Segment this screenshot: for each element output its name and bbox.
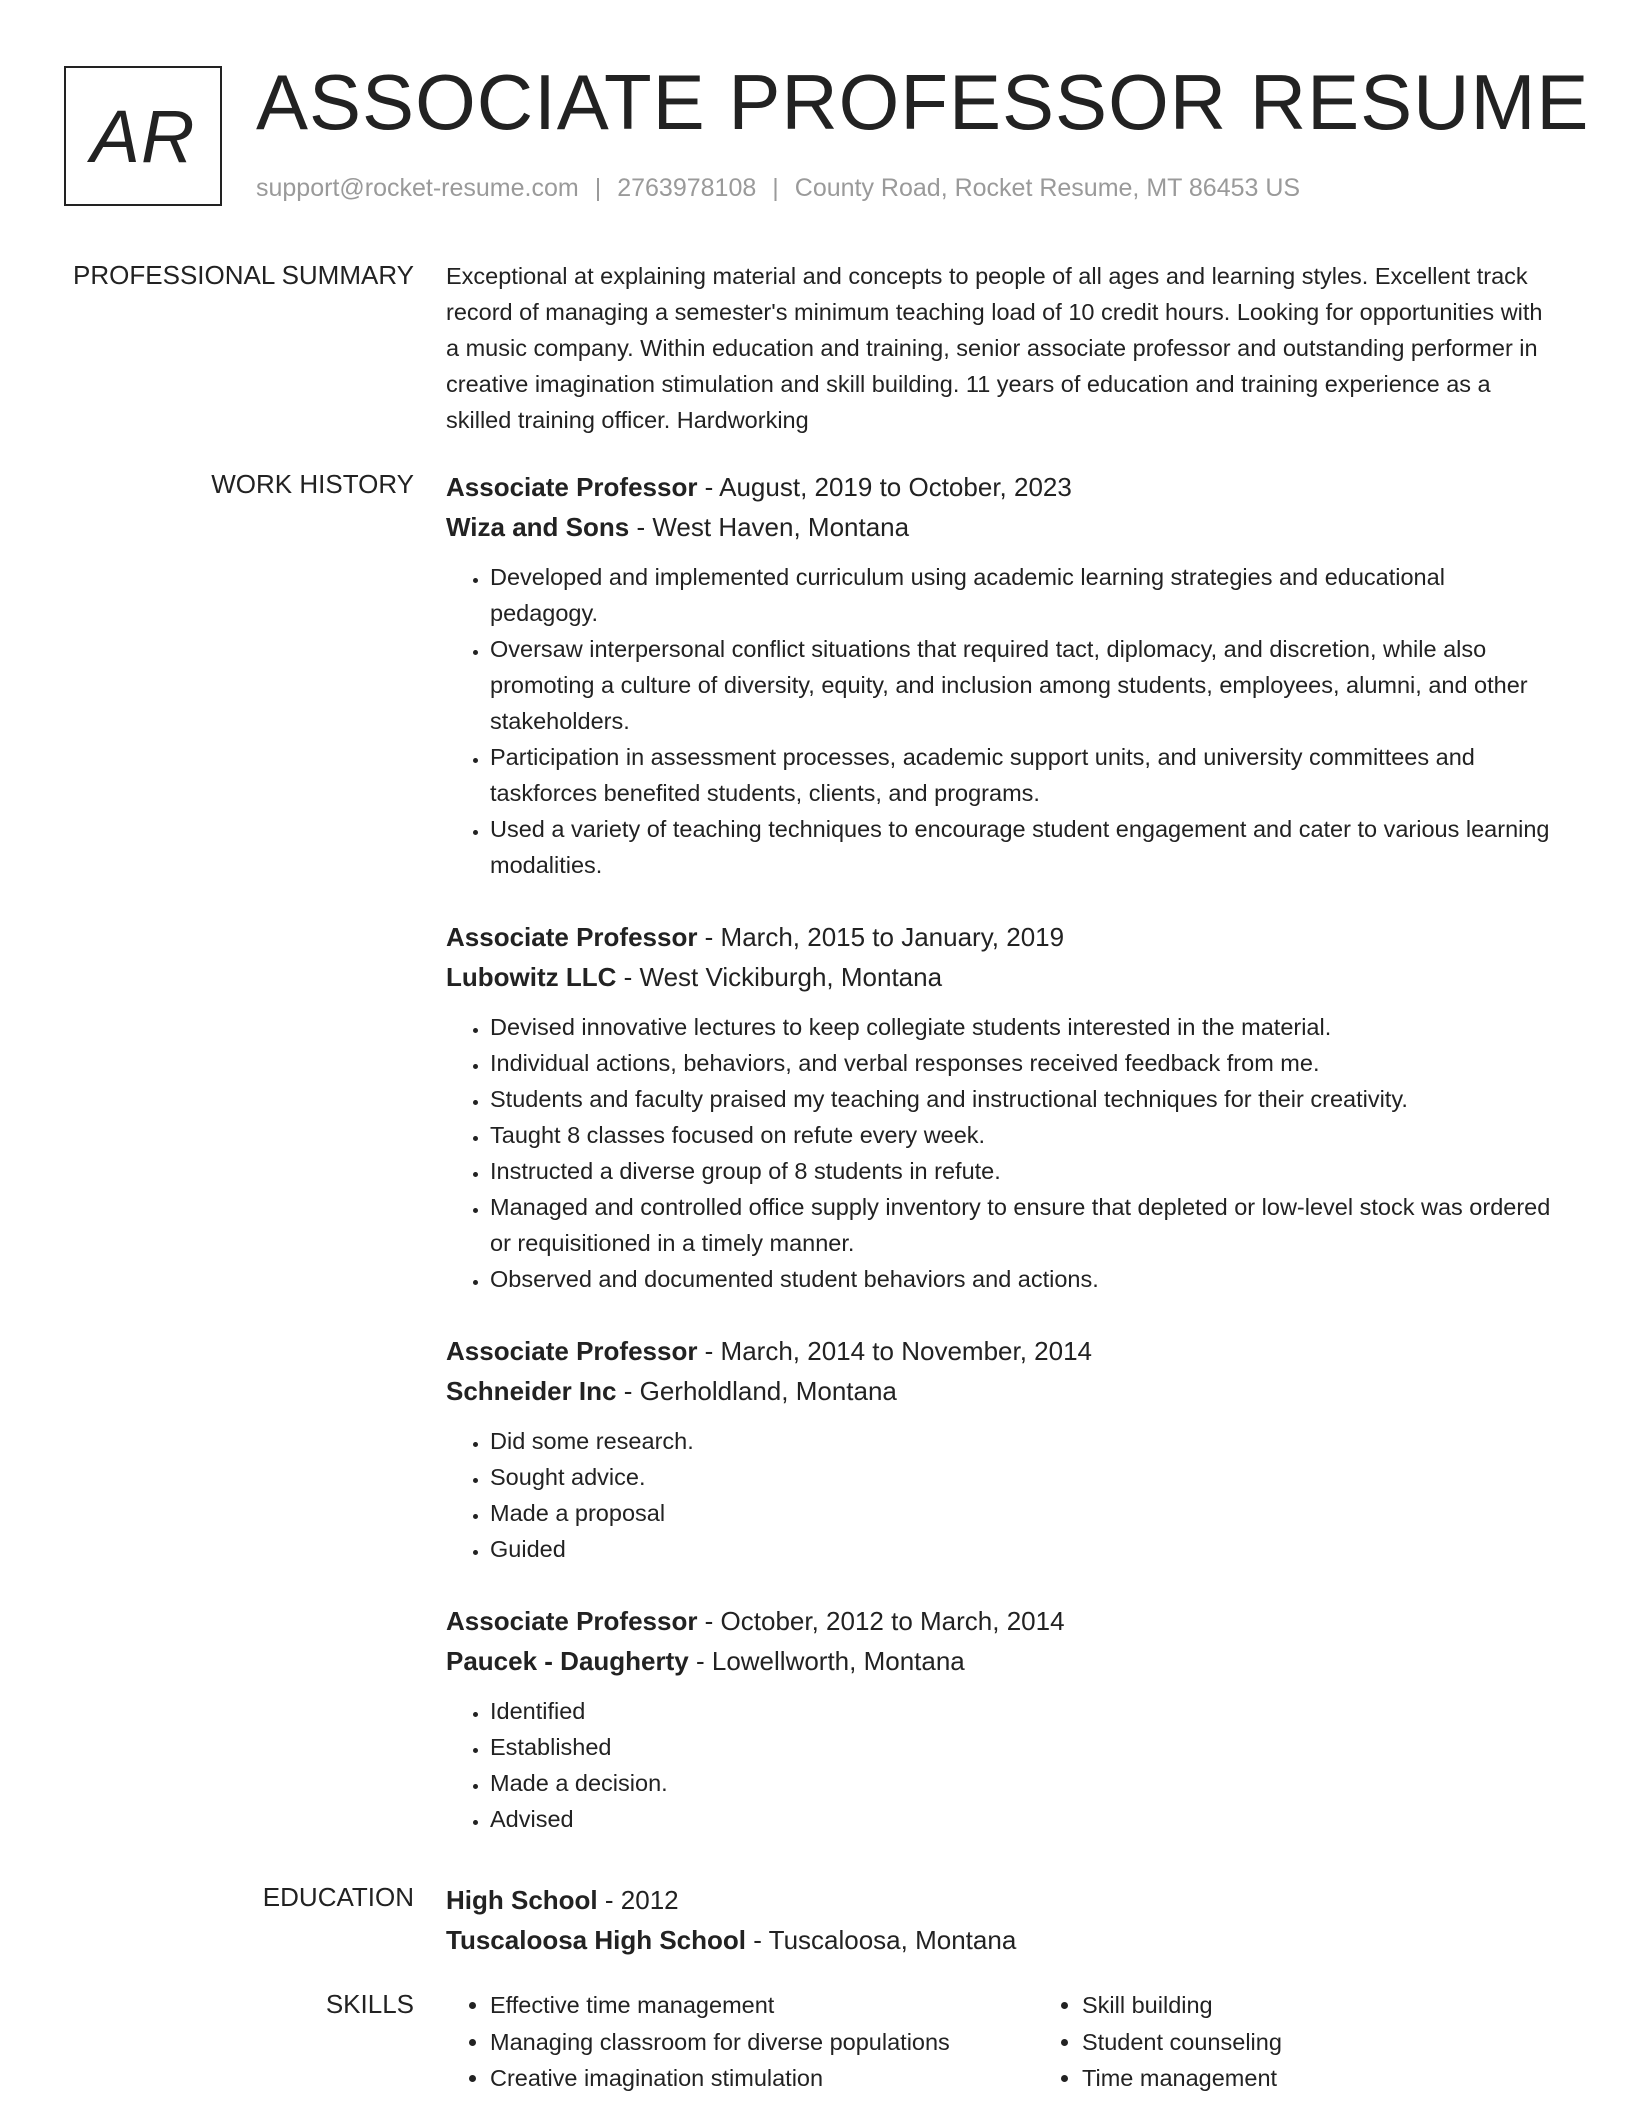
job-bullets [446,559,1556,883]
skills-body [446,1987,1556,2097]
skill-item: • Effective time management [490,1987,1038,2024]
skill-item: • Time management [1082,2060,1282,2097]
education-body [446,1880,1556,1960]
job-bullet: • Advised [490,1801,1556,1837]
section-label-skills: SKILLS [325,1989,414,2019]
work-history-list [446,467,1556,1871]
education-school-line [446,1920,1556,1960]
job-title-line [446,1601,1556,1641]
job-title: Associate Professor [446,472,698,502]
skills-column-1 [446,1987,1038,2097]
education-degree: High School [446,1885,598,1915]
job-bullet: • Individual actions, behaviors, and verbal responses received feedback from me. [490,1045,1556,1081]
job-company-line [446,957,1556,997]
job-entry [446,1601,1556,1837]
contact-line [256,174,1300,203]
job-title-line [446,917,1556,957]
job-location: - West Vickiburgh, Montana [616,962,943,992]
job-company: Wiza and Sons [446,512,630,542]
summary-body [446,258,1556,438]
job-dates: - March, 2015 to January, 2019 [697,922,1065,952]
job-company: Paucek - Daugherty [446,1646,689,1676]
job-bullet: • Did some research. [490,1423,1556,1459]
job-bullet: • Made a proposal [490,1495,1556,1531]
section-label-summary: PROFESSIONAL SUMMARY [73,260,414,290]
summary-text: Exceptional at explaining material and concepts to people of all ages and learning styles. Excellent track record of managing a semester's minimum teaching load of 10 credit hours. Looking for opportunities with a music company. Within education and training, senior associate professor and outstanding performer in creative imagination stimulation and skill building. 11 years of education and training experience as a skilled training officer. Hardworking [446,263,1543,433]
education-year: - 2012 [597,1885,679,1915]
contact-separator: | [594,174,602,202]
skill-item: • Managing classroom for diverse populations [490,2024,1038,2061]
job-location: - West Haven, Montana [629,512,910,542]
job-bullet: • Students and faculty praised my teaching and instructional techniques for their creativity. [490,1081,1556,1117]
job-bullet: • Devised innovative lectures to keep collegiate students interested in the material. [490,1009,1556,1045]
job-location: - Gerholdland, Montana [616,1376,897,1406]
contact-phone: 2763978108 [617,174,757,202]
job-bullet: • Observed and documented student behaviors and actions. [490,1261,1556,1297]
job-bullet: • Developed and implemented curriculum using academic learning strategies and educational pedagogy. [490,559,1556,631]
job-bullet: • Taught 8 classes focused on refute every week. [490,1117,1556,1153]
skills-column-2 [1038,1987,1282,2097]
job-title: Associate Professor [446,922,698,952]
skill-item: • Creative imagination stimulation [490,2060,1038,2097]
job-company: Schneider Inc [446,1376,617,1406]
job-bullet: • Oversaw interpersonal conflict situations that required tact, diplomacy, and discretion, while also promoting a culture of diversity, equity, and inclusion among students, employees, alumni, and other stakeholders. [490,631,1556,739]
job-company-line [446,1641,1556,1681]
job-bullet: • Identified [490,1693,1556,1729]
initials-monogram: AR [64,66,222,206]
job-company: Lubowitz LLC [446,962,617,992]
job-title-line [446,1331,1556,1371]
job-entry [446,467,1556,883]
job-bullet: • Managed and controlled office supply inventory to ensure that depleted or low-level stock was ordered or requisitioned in a timely manner. [490,1189,1556,1261]
job-title: Associate Professor [446,1606,698,1636]
contact-separator: | [772,174,779,202]
job-bullet: • Used a variety of teaching techniques to encourage student engagement and cater to various learning modalities. [490,811,1556,883]
job-bullets [446,1693,1556,1837]
job-entry [446,917,1556,1297]
job-company-line [446,507,1556,547]
job-bullets [446,1009,1556,1297]
contact-email: support@rocket-resume.com [256,174,579,202]
skill-item: • Student counseling [1082,2024,1282,2061]
job-dates: - March, 2014 to November, 2014 [697,1336,1092,1366]
job-dates: - August, 2019 to October, 2023 [697,472,1072,502]
education-location: - Tuscaloosa, Montana [746,1925,1017,1955]
education-degree-line [446,1880,1556,1920]
job-bullet: • Sought advice. [490,1459,1556,1495]
education-school: Tuscaloosa High School [446,1925,747,1955]
job-dates: - October, 2012 to March, 2014 [697,1606,1065,1636]
job-company-line [446,1371,1556,1411]
job-title-line [446,467,1556,507]
job-bullet: • Participation in assessment processes, academic support units, and university committees and taskforces benefited students, clients, and programs. [490,739,1556,811]
job-bullet: • Made a decision. [490,1765,1556,1801]
job-location: - Lowellworth, Montana [688,1646,965,1676]
job-bullet: • Established [490,1729,1556,1765]
contact-address: County Road, Rocket Resume, MT 86453 US [794,174,1301,202]
job-title: Associate Professor [446,1336,698,1366]
section-label-education: EDUCATION [262,1882,414,1912]
resume-title: ASSOCIATE PROFESSOR RESUME [256,58,1590,146]
skill-item: • Skill building [1082,1987,1282,2024]
section-label-work: WORK HISTORY [211,469,414,499]
job-bullet: • Instructed a diverse group of 8 students in refute. [490,1153,1556,1189]
job-bullet: • Guided [490,1531,1556,1567]
job-entry [446,1331,1556,1567]
job-bullets [446,1423,1556,1567]
